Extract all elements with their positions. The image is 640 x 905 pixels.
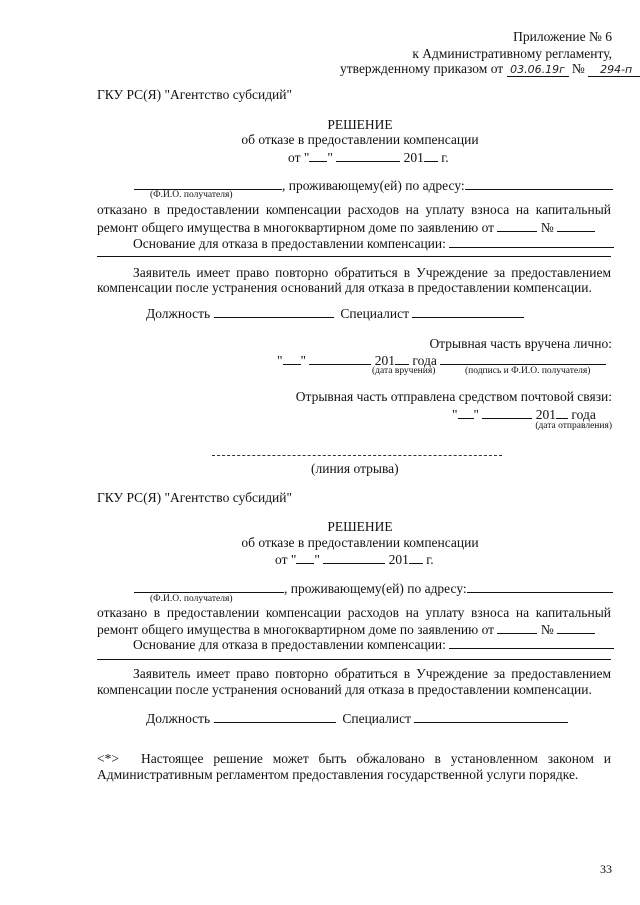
position-label: Должность (146, 306, 211, 321)
appendix-order-prefix: утвержденному приказом от (340, 61, 504, 76)
footnote-marker: <*> (97, 751, 119, 766)
fio-caption: (Ф.И.О. получателя) (150, 190, 233, 200)
handed-personally-label: Отрывная часть вручена лично: (429, 336, 612, 351)
refusal-line-1-b: отказано в предоставлении компенсации расходов на уплату взноса на капитальный (97, 605, 611, 620)
specialist-blank (412, 305, 524, 318)
reapply-line-1: Заявитель имеет право повторно обратиться в Учреждение за предоставлением (133, 265, 611, 280)
appendix-title: Приложение № 6 (513, 29, 612, 44)
date-from-label-2: от " (275, 552, 297, 567)
signature-line (146, 305, 524, 322)
org-name: ГКУ РС(Я) "Агентство субсидий" (97, 87, 293, 102)
fio-caption-2: (Ф.И.О. получателя) (150, 594, 233, 604)
date-day-blank (309, 149, 327, 162)
date-g-label-2: г. (426, 552, 434, 567)
date-quote-2: " (314, 552, 320, 567)
date-quote: " (327, 150, 333, 165)
date-month-blank-2 (323, 551, 385, 564)
mailed-year-label: 201 (535, 407, 557, 422)
specialist-label-2: Специалист (342, 711, 411, 726)
residing-label-2: , проживающему(ей) по адресу: (284, 581, 467, 596)
mailed-month-blank (482, 406, 532, 419)
specialist-label: Специалист (340, 306, 409, 321)
decision-date-line-2 (275, 551, 434, 568)
decision-date-line (288, 149, 449, 166)
appendix-order-line (340, 62, 640, 77)
footnote-text-1: Настоящее решение может быть обжаловано в установленном законом и (141, 751, 611, 766)
application-date-label: ремонт общего имущества в многоквартирном доме по заявлению от (97, 220, 495, 235)
position-blank (214, 305, 334, 318)
basis-line-2 (133, 636, 614, 653)
address-blank (465, 177, 613, 190)
handed-year-blank (395, 352, 409, 365)
application-date-blank-2 (497, 621, 537, 634)
tear-line-caption: (линия отрыва) (311, 461, 399, 476)
reapply-line-1-b: Заявитель имеет право повторно обратиться в Учреждение за предоставлением (133, 666, 611, 681)
mailed-year-blank (556, 406, 568, 419)
date-day-blank-2 (296, 551, 314, 564)
handed-date-line: " " 201 года (277, 352, 606, 369)
basis-continuation-line (97, 256, 611, 257)
handed-day-blank (283, 352, 301, 365)
org-name-2: ГКУ РС(Я) "Агентство субсидий" (97, 490, 293, 505)
refusal-line-1: отказано в предоставлении компенсации расходов на уплату взноса на капитальный (97, 202, 611, 217)
appendix-order-num-label: № (571, 61, 585, 76)
address-blank-2 (467, 580, 613, 593)
handed-signature-blank (440, 352, 606, 365)
appendix-order-date: 03.06.19г (507, 64, 569, 77)
residing-label: , проживающему(ей) по адресу: (282, 178, 465, 193)
appendix-order-number: 294-п (588, 64, 640, 77)
application-num-blank-2 (557, 621, 595, 634)
application-num-label: № (540, 220, 554, 235)
date-year-label: 201 (403, 150, 424, 165)
decision-heading: РЕШЕНИЕ (327, 117, 393, 132)
handed-sign-caption: (подпись и Ф.И.О. получателя) (465, 366, 591, 376)
footnote-line-1 (97, 752, 611, 767)
handed-year-label: 201 (374, 353, 396, 368)
mailed-date-caption: (дата отправления) (535, 421, 612, 431)
handed-date-caption: (дата вручения) (372, 366, 436, 376)
recipient-fio-blank-2 (134, 580, 284, 593)
specialist-blank-2 (414, 710, 568, 723)
position-label-2: Должность (146, 711, 211, 726)
handed-month-blank (309, 352, 371, 365)
application-num-blank (557, 219, 595, 232)
decision-subheading-2: об отказе в предоставлении компенсации (241, 535, 479, 550)
refusal-line-2 (97, 219, 595, 236)
mailed-date-line: " " 201 года (452, 407, 596, 422)
date-year-blank (424, 149, 438, 162)
basis-label: Основание для отказа в предоставлении компенсации: (133, 236, 446, 251)
basis-blank (449, 235, 614, 248)
decision-heading-2: РЕШЕНИЕ (327, 519, 393, 534)
date-month-blank (336, 149, 400, 162)
signature-line-2 (146, 710, 568, 727)
page-number: 33 (600, 862, 612, 876)
handed-god-label: года (412, 353, 437, 368)
tear-line (212, 455, 502, 456)
reapply-line-2-b: компенсации после устранения оснований для отказа в предоставлении компенсации. (97, 682, 592, 697)
position-blank-2 (214, 710, 336, 723)
mailed-label: Отрывная часть отправлена средством почтовой связи: (295, 389, 612, 404)
appendix-regulation-line: к Административному регламенту, (412, 46, 612, 61)
basis-label-2: Основание для отказа в предоставлении компенсации: (133, 637, 446, 652)
decision-subheading: об отказе в предоставлении компенсации (241, 132, 479, 147)
application-num-label-2: № (540, 622, 554, 637)
recipient-fio-blank (134, 177, 282, 190)
mailed-god-label: года (571, 407, 596, 422)
date-year-blank-2 (409, 551, 423, 564)
basis-continuation-line-2 (97, 659, 611, 660)
reapply-line-2: компенсации после устранения оснований для отказа в предоставлении компенсации. (97, 280, 592, 295)
application-date-blank (497, 219, 537, 232)
basis-blank-2 (449, 636, 614, 649)
date-year-label-2: 201 (388, 552, 409, 567)
date-from-label: от " (288, 150, 310, 165)
footnote-line-2: Административным регламентом предоставления государственной услуги порядке. (97, 767, 579, 782)
basis-line (133, 235, 614, 252)
application-date-label-2: ремонт общего имущества в многоквартирном доме по заявлению от (97, 622, 495, 637)
mailed-day-blank (458, 406, 474, 419)
date-g-label: г. (441, 150, 449, 165)
